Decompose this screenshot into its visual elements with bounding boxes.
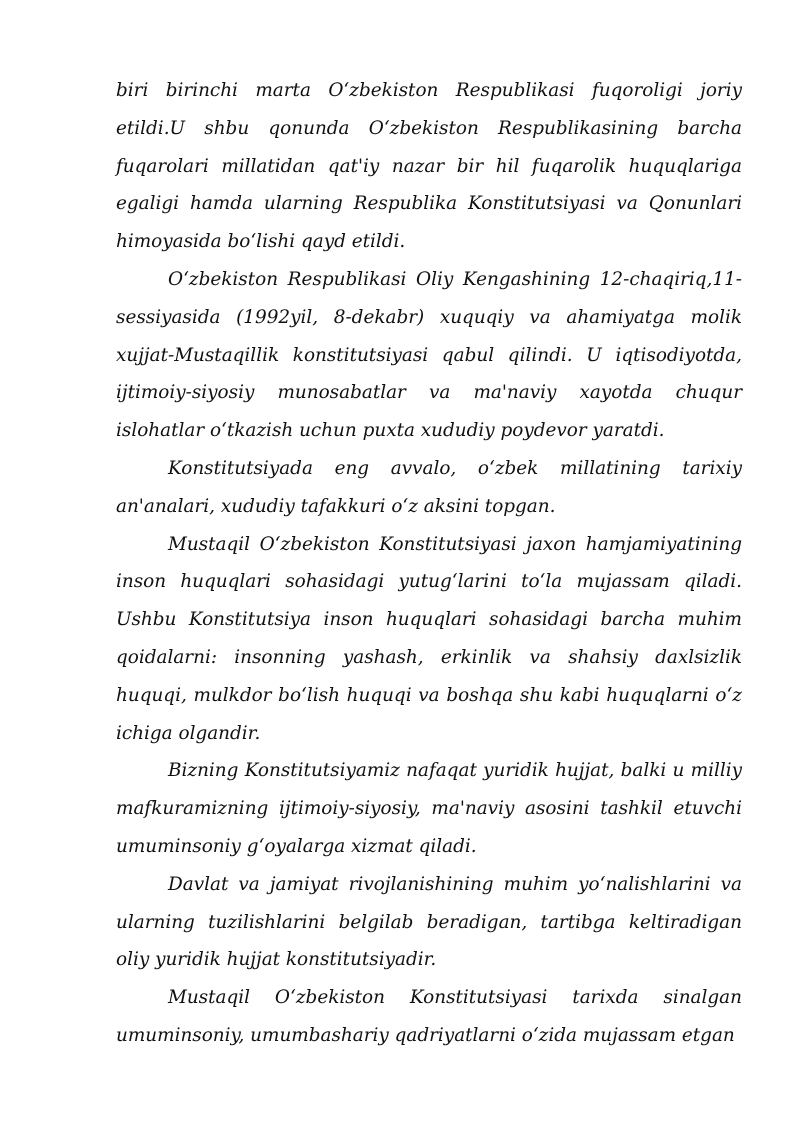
paragraph-national-ideology: Bizning Konstitutsiyamiz nafaqat yuridik hujjat, balki u milliy mafkuramizning ijtimoiy-siyosiy, ma'naviy asosini tashkil etuvchi umuminsoniy g‘oyalarga xizmat qiladi. <box>116 760 742 857</box>
paragraph-citizenship: biri birinchi marta O‘zbekiston Respublikasi fuqoroligi joriy etildi.U shbu qonunda O‘zbekiston Respublikasining barcha fuqarolari millatidan qat'iy nazar bir hil fuqarolik huquqlariga egaligi hamda ularning Respublika Konstitutsiyasi va Qonunlari himoyasida bo‘lishi qayd etildi. <box>116 80 742 253</box>
document-page <box>116 72 742 1055</box>
paragraph-state-development: Davlat va jamiyat rivojlanishining muhim yo‘nalishlarini va ularning tuzilishlarini belgilab beradigan, tartibga keltiradigan oliy yuridik hujjat konstitutsiyadir. <box>116 873 742 971</box>
paragraph-constitution-adoption: O‘zbekiston Respublikasi Oliy Kengashining 12-chaqiriq,11-sessiyasida (1992yil, 8-dekabr) xuquqiy va ahamiyatga molik xujjat-Mustaqillik konstitutsiyasi qabul qilindi. U iqtisodiyotda, ijtimoiy-siyosiy munosabatlar va ma'naviy xayotda chuqur islohatlar o‘tkazish uchun puxta xududiy poydevor yaratdi. <box>116 268 742 442</box>
paragraph-universal-values: Mustaqil O‘zbekiston Konstitutsiyasi tarixda sinalgan umuminsoniy, umumbashariy qadriyatlarni o‘zida mujassam etgan <box>116 987 742 1046</box>
paragraph-national-traditions: Konstitutsiyada eng avvalo, o‘zbek millatining tarixiy an'analari, xududiy tafakkuri o‘z aksini topgan. <box>116 457 742 517</box>
paragraph-human-rights: Mustaqil O‘zbekiston Konstitutsiyasi jaxon hamjamiyatining inson huquqlari sohasidagi yutug‘larini to‘la mujassam qiladi. Ushbu Konstitutsiya inson huquqlari sohasidagi barcha muhim qoidalarni: insonning yashash, erkinlik va shahsiy daxlsizlik huquqi, mulkdor bo‘lish huquqi va boshqa shu kabi huquqlarni o‘z ichiga olgandir. <box>116 533 742 744</box>
